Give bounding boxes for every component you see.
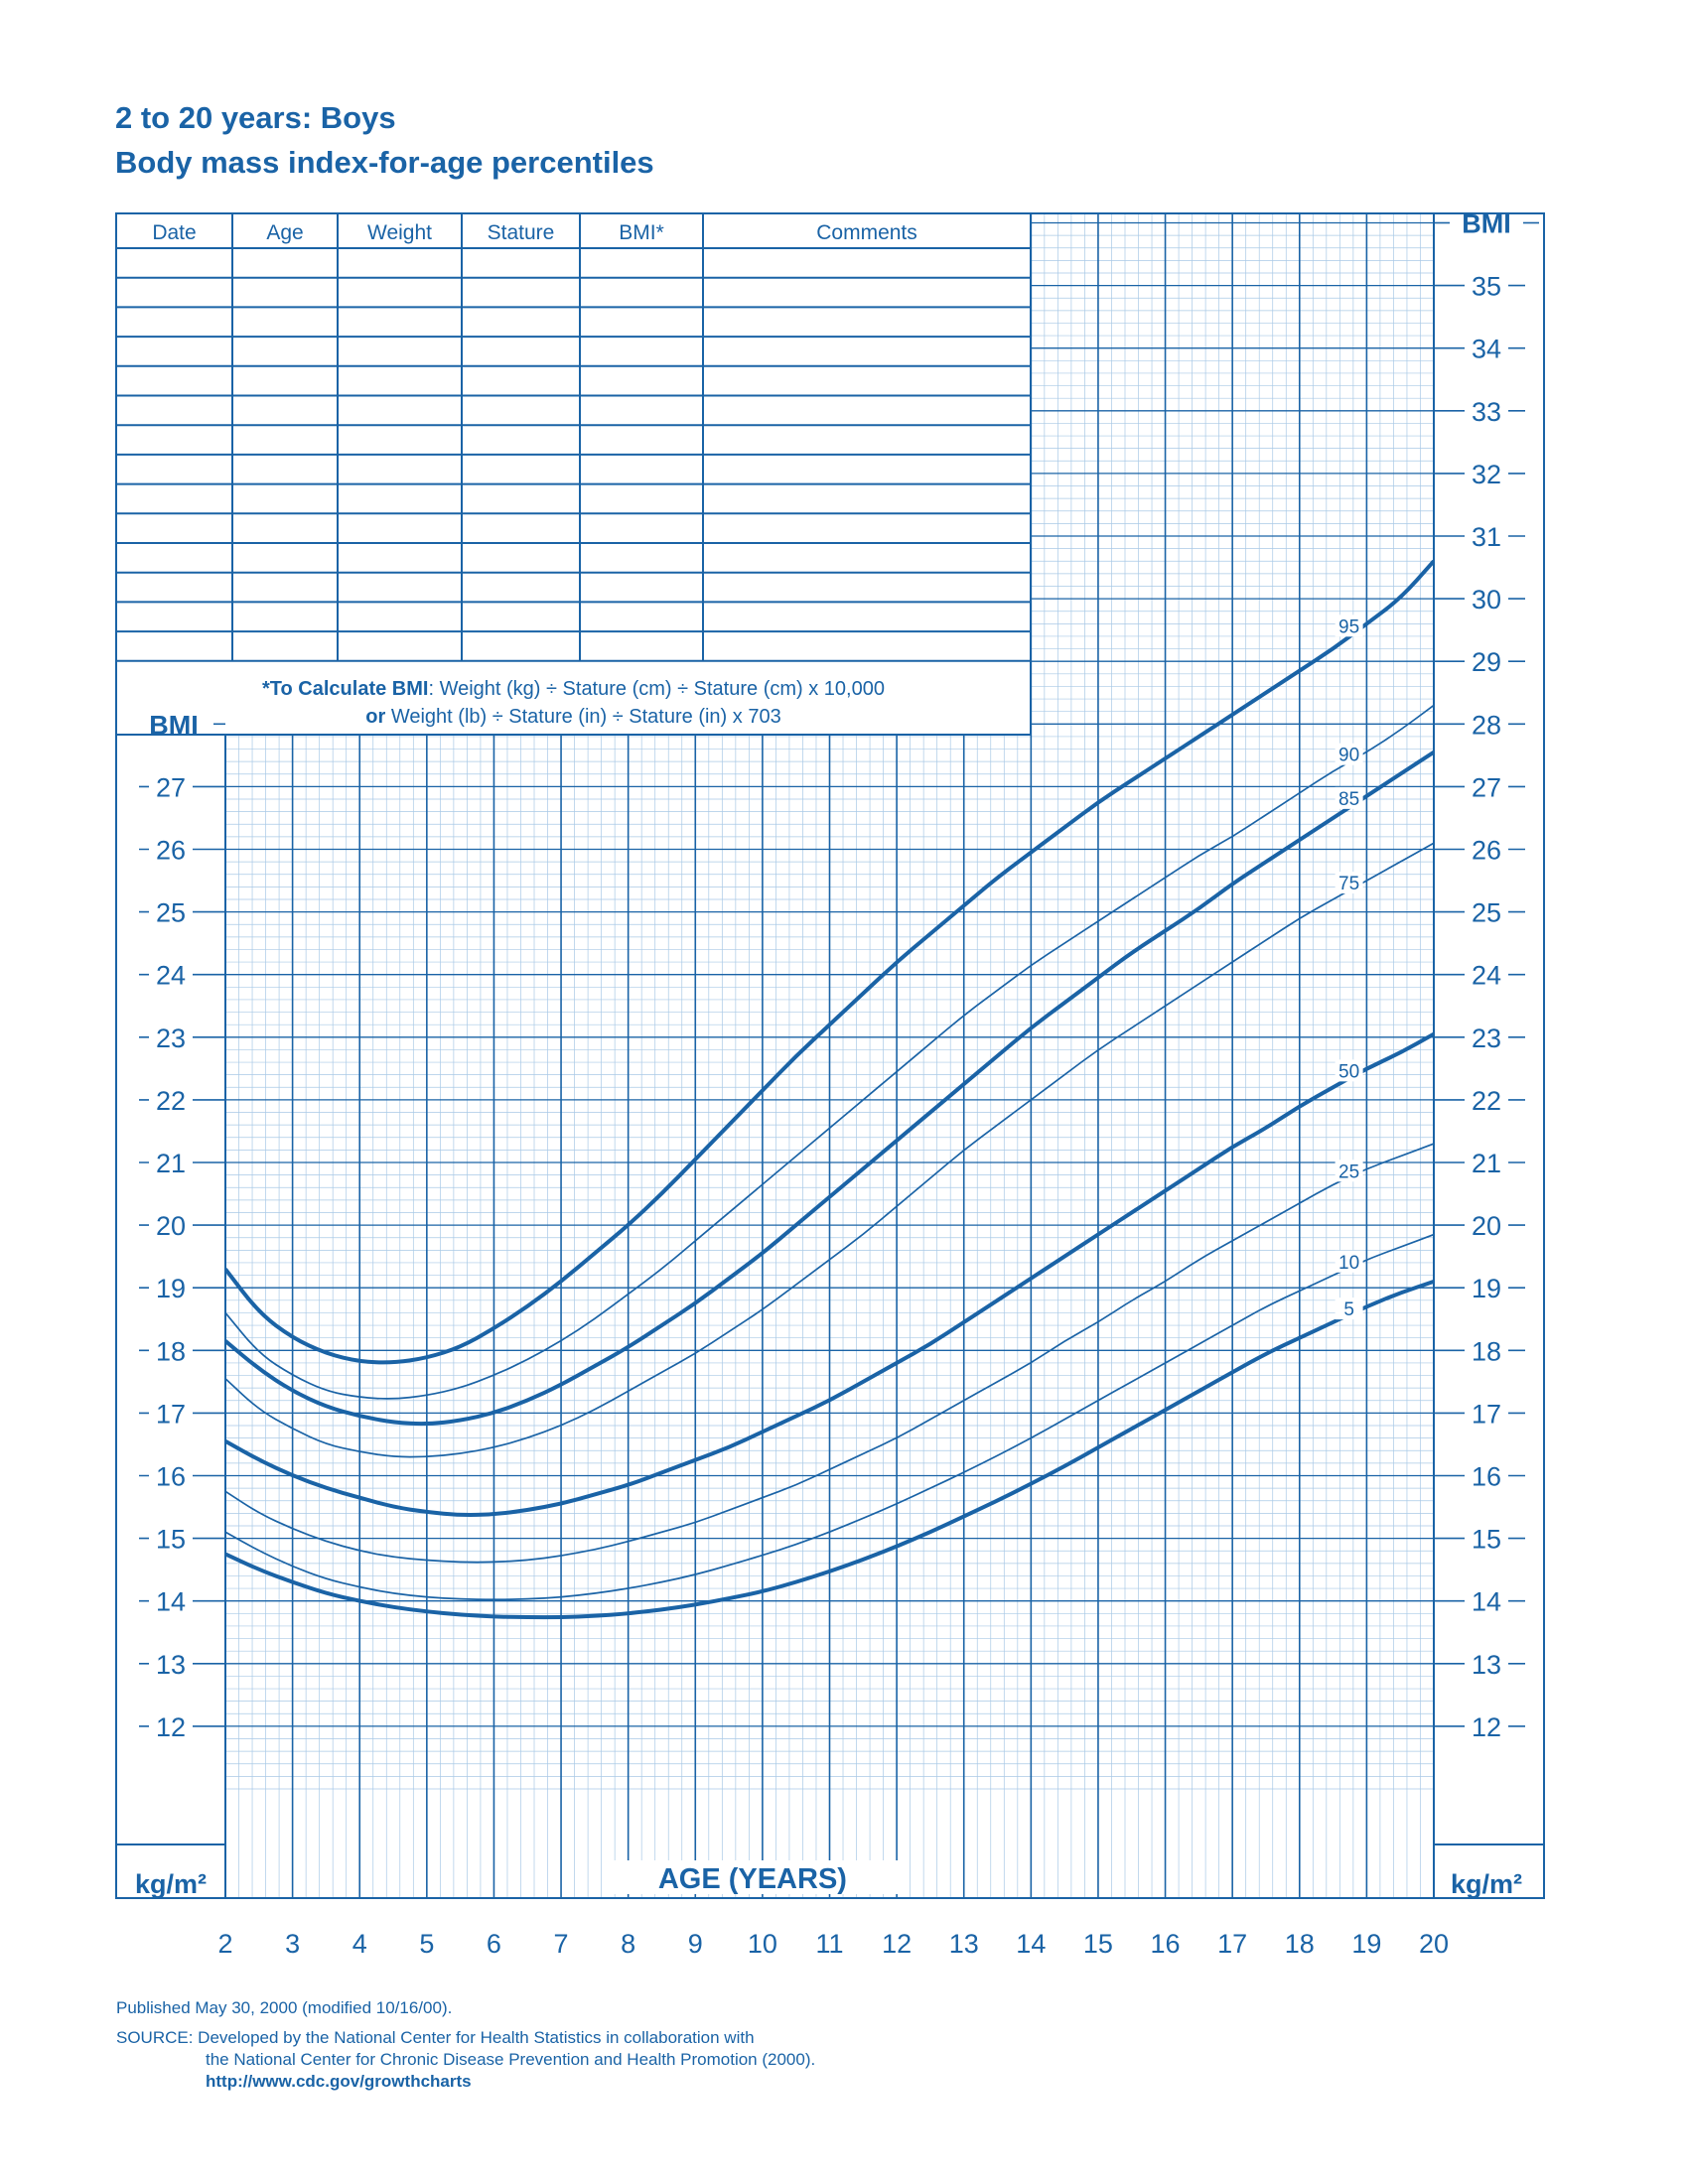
right-y-tick-label: 23 [1471, 1023, 1502, 1053]
left-y-tick-label: 25 [155, 897, 187, 928]
right-y-tick-label: 24 [1471, 960, 1502, 991]
x-tick-label: 18 [1284, 1929, 1315, 1959]
x-tick-label: 7 [553, 1929, 569, 1959]
right-y-tick-label: 30 [1471, 585, 1502, 615]
x-tick-label: 3 [285, 1929, 301, 1959]
x-tick-label: 14 [1016, 1929, 1047, 1959]
left-y-tick-label: 21 [155, 1149, 187, 1178]
x-tick-label: 8 [621, 1929, 636, 1959]
left-y-tick-label: 16 [155, 1461, 187, 1492]
percentile-label-10: 10 [1338, 1252, 1360, 1274]
right-y-tick-label: 34 [1471, 334, 1502, 364]
right-y-tick-label: 12 [1471, 1711, 1502, 1742]
source-url: http://www.cdc.gov/growthcharts [206, 2072, 472, 2091]
left-unit-label: kg/m² [134, 1869, 208, 1899]
right-y-tick-label: 26 [1471, 835, 1502, 866]
x-tick-label: 19 [1351, 1929, 1382, 1959]
right-y-axis-label: BMI [1462, 208, 1511, 239]
percentile-label-75: 75 [1338, 874, 1360, 895]
right-y-tick-label: 21 [1471, 1149, 1502, 1178]
footer [116, 1997, 815, 2093]
left-y-tick-label: 26 [155, 835, 187, 866]
x-tick-label: 5 [419, 1929, 435, 1959]
published-note: Published May 30, 2000 (modified 10/16/00). [116, 1998, 453, 2017]
left-y-tick-label: 22 [155, 1085, 187, 1116]
x-tick-label: 9 [687, 1929, 703, 1959]
left-y-tick-label: 18 [155, 1336, 187, 1367]
page-subtitle: Body mass index-for-age percentiles [115, 145, 654, 180]
right-y-tick-label: 13 [1471, 1649, 1502, 1680]
bmi-formula-line-1 [262, 678, 885, 700]
x-tick-label: 11 [815, 1929, 844, 1959]
right-y-tick-label: 35 [1471, 271, 1502, 302]
x-tick-label: 15 [1082, 1929, 1113, 1959]
x-tick-label: 6 [486, 1929, 501, 1959]
bmi-formula-metric: : Weight (kg) ÷ Stature (cm) ÷ Stature (cm) x 10,000 [428, 678, 885, 700]
left-y-tick-label: 17 [155, 1399, 187, 1430]
bmi-formula-label: *To Calculate BMI [262, 678, 429, 700]
left-y-tick-label: 27 [155, 772, 187, 803]
percentile-label-85: 85 [1338, 788, 1360, 810]
percentile-label-95: 95 [1338, 616, 1360, 638]
right-y-tick-label: 15 [1471, 1524, 1502, 1555]
left-y-tick-label: 13 [155, 1649, 187, 1680]
right-y-tick-label: 27 [1471, 772, 1502, 803]
right-y-tick-label: 14 [1471, 1586, 1502, 1617]
left-y-axis-label: BMI [149, 710, 199, 741]
right-y-tick-label: 33 [1471, 396, 1502, 427]
right-y-tick-label: 16 [1471, 1461, 1502, 1492]
percentile-label-50: 50 [1338, 1061, 1360, 1083]
bmi-formula-or: or [365, 706, 386, 728]
bmi-formula-line-2 [365, 706, 780, 728]
x-axis-title: AGE (YEARS) [657, 1863, 847, 1895]
x-tick-label: 20 [1418, 1929, 1450, 1959]
left-y-tick-label: 19 [155, 1274, 187, 1304]
x-tick-label: 16 [1150, 1929, 1181, 1959]
record-table [116, 213, 1031, 735]
right-y-tick-label: 28 [1471, 710, 1502, 741]
table-header-cell: Stature [487, 221, 555, 244]
record-table-box [116, 213, 1031, 735]
right-y-tick-label: 31 [1471, 522, 1502, 552]
left-y-tick-label: 14 [155, 1586, 187, 1617]
right-y-tick-label: 19 [1471, 1274, 1502, 1304]
left-y-tick-label: 15 [155, 1524, 187, 1555]
table-header-cell: BMI* [619, 221, 664, 244]
left-y-tick-label: 20 [155, 1211, 187, 1242]
table-header-cell: Weight [367, 221, 432, 244]
source-line-1: SOURCE: Developed by the National Center for Health Statistics in collaboration with [116, 2028, 755, 2047]
right-y-tick-label: 18 [1471, 1336, 1502, 1367]
table-header-cell: Age [266, 221, 304, 244]
source-line-2: the National Center for Chronic Disease Prevention and Health Promotion (2000). [206, 2050, 816, 2069]
percentile-label-90: 90 [1338, 745, 1360, 766]
left-y-tick-label: 23 [155, 1023, 187, 1053]
right-y-tick-label: 29 [1471, 647, 1502, 678]
x-tick-label: 13 [948, 1929, 979, 1959]
right-unit-label: kg/m² [1450, 1869, 1523, 1899]
x-tick-label: 2 [217, 1929, 233, 1959]
x-tick-label: 17 [1217, 1929, 1248, 1959]
x-tick-label: 4 [352, 1929, 367, 1959]
table-header-cell: Date [152, 221, 197, 244]
table-header-cell: Comments [816, 221, 917, 244]
right-y-tick-label: 32 [1471, 459, 1502, 489]
right-y-tick-label: 17 [1471, 1399, 1502, 1430]
x-tick-label: 10 [747, 1929, 777, 1959]
percentile-label-25: 25 [1338, 1161, 1360, 1183]
x-tick-label: 12 [882, 1929, 913, 1959]
bmi-formula-imperial: Weight (lb) ÷ Stature (in) ÷ Stature (in) x 703 [385, 706, 781, 728]
left-y-tick-label: 12 [155, 1711, 187, 1742]
percentile-label-5: 5 [1343, 1299, 1354, 1321]
right-y-tick-label: 22 [1471, 1085, 1502, 1116]
left-y-tick-label: 24 [155, 960, 187, 991]
right-y-tick-label: 25 [1471, 897, 1502, 928]
right-y-tick-label: 20 [1471, 1211, 1502, 1242]
page-title: 2 to 20 years: Boys [115, 100, 396, 135]
